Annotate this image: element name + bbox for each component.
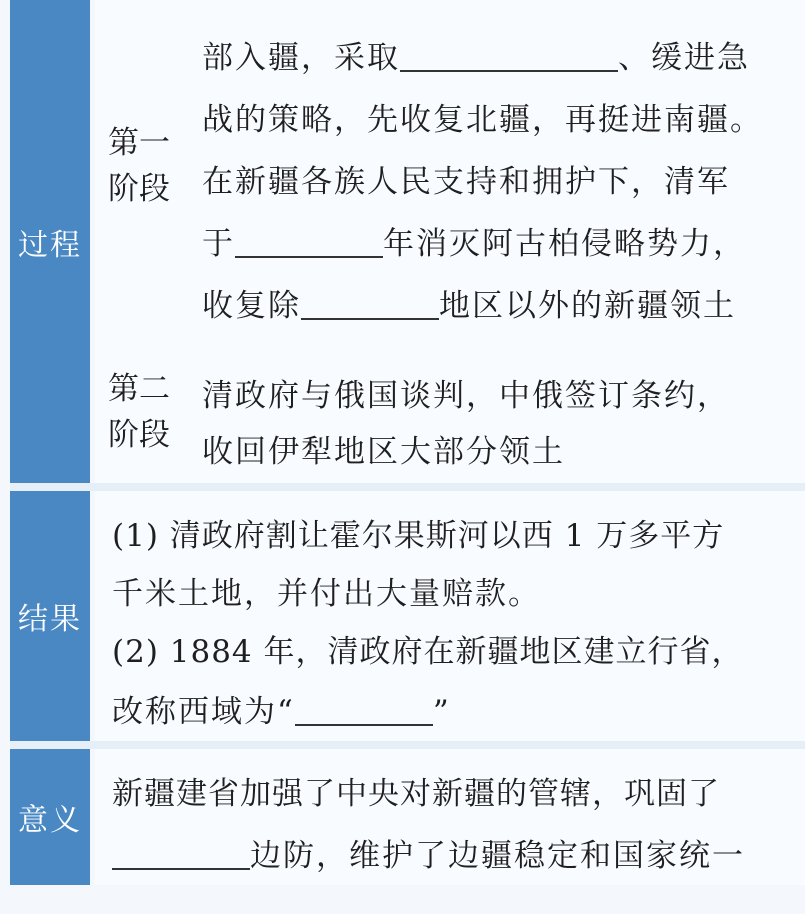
fill-blank [235, 226, 383, 258]
fill-blank [301, 288, 439, 320]
significance-line-2: 边防，维护了边疆稳定和国家统一 [112, 830, 745, 875]
result-line-4: 改称西域为“ ” [112, 694, 451, 730]
stage1-line-1: 部入疆，采取 、缓进急 [202, 40, 750, 76]
significance-label: 意义 [18, 803, 82, 838]
stage1-line-2: 战的策略，先收复北疆，再挺进南疆。 [202, 102, 763, 138]
stage1-line-4: 于 年消灭阿古柏侵略势力， [202, 226, 746, 262]
result-label-cell [10, 491, 90, 741]
result-line-2: 千米土地，并付出大量赔款。 [112, 576, 541, 612]
result-label: 结果 [18, 602, 82, 637]
process-label-cell [10, 0, 90, 483]
stage1-line-3: 在新疆各族人民支持和拥护下，清军 [202, 164, 730, 200]
stage2-line-2: 收回伊犁地区大部分领土 [202, 434, 565, 470]
row-separator [10, 483, 805, 491]
stage2-line-1: 清政府与俄国谈判，中俄签订条约， [202, 378, 730, 414]
fill-blank [112, 838, 250, 870]
fill-blank [295, 694, 433, 726]
row-separator [10, 741, 805, 749]
process-label: 过程 [18, 227, 82, 263]
result-line-3: (2) 1884 年，清政府在新疆地区建立行省， [112, 634, 744, 670]
significance-line-1: 新疆建省加强了中央对新疆的管辖，巩固了 [112, 776, 720, 812]
stage1-label: 第一 阶段 [108, 125, 170, 207]
stage2-label: 第二 阶段 [108, 371, 170, 453]
significance-label-cell [10, 749, 90, 885]
stage1-line-5: 收复除 地区以外的新疆领土 [202, 288, 736, 324]
fill-blank [400, 40, 618, 72]
result-line-1: (1) 清政府割让霍尔果斯河以西 1 万多平方 [112, 518, 725, 554]
